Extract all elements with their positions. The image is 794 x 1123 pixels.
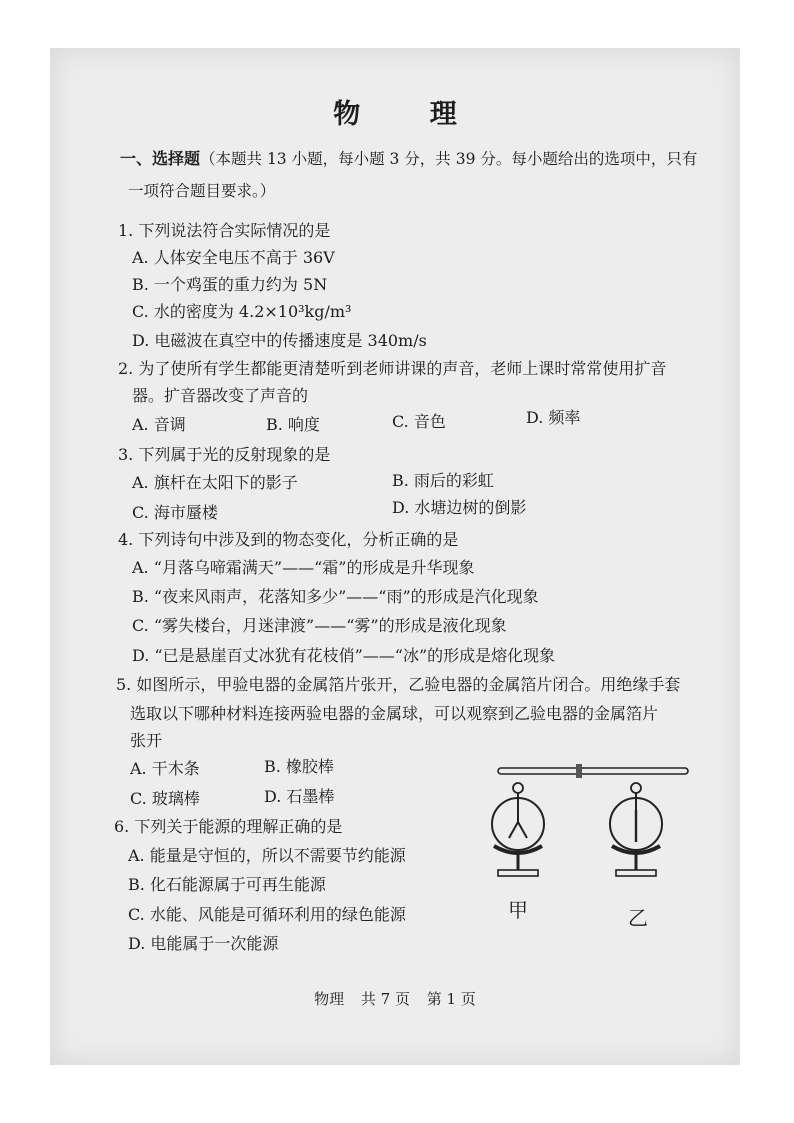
- option: A. 干木条: [130, 759, 200, 778]
- option: B. 一个鸡蛋的重力约为 5N: [132, 275, 328, 294]
- option: D. 水塘边树的倒影: [392, 498, 527, 517]
- question-stem: 张开: [130, 731, 163, 750]
- electroscope-yi: [610, 783, 662, 876]
- page-footer: [50, 988, 740, 1009]
- option: D. 电磁波在真空中的传播速度是 340m/s: [132, 331, 427, 350]
- label-jia: 甲: [508, 898, 528, 922]
- question-stem: 6. 下列关于能源的理解正确的是: [114, 817, 343, 836]
- option: D. 石墨棒: [264, 787, 335, 806]
- label-yi: 乙: [628, 906, 648, 930]
- question-stem: 器。扩音器改变了声音的: [132, 386, 309, 405]
- option: A. 能量是守恒的，所以不需要节约能源: [128, 846, 406, 865]
- section-instruction-1: （本题共 13 小题，每小题 3 分，共 39 分。每小题给出的选项中，只有: [200, 150, 698, 168]
- footer-subject: 物理: [314, 990, 345, 1008]
- question-stem: 5. 如图所示，甲验电器的金属箔片张开，乙验电器的金属箔片闭合。用绝缘手套: [116, 675, 681, 694]
- question-stem: 3. 下列属于光的反射现象的是: [118, 445, 331, 464]
- electroscope-diagram: [488, 760, 698, 890]
- option: A. “月落乌啼霜满天”——“霜”的形成是升华现象: [132, 558, 475, 577]
- option: A. 人体安全电压不高于 36V: [132, 248, 335, 267]
- question-stem: 2. 为了使所有学生都能更清楚听到老师讲课的声音，老师上课时常常使用扩音: [118, 359, 667, 378]
- question-stem: 4. 下列诗句中涉及到的物态变化，分析正确的是: [118, 530, 459, 549]
- option: D. “已是悬崖百丈冰犹有花枝俏”——“冰”的形成是熔化现象: [132, 646, 556, 665]
- page-title: 物 理: [333, 99, 487, 130]
- option: A. 音调: [132, 415, 186, 434]
- option: C. 水的密度为 4.2×10³kg/m³: [132, 302, 352, 321]
- exam-sheet: [50, 48, 740, 1065]
- option: D. 电能属于一次能源: [128, 934, 279, 953]
- electroscope-figure: [488, 760, 698, 930]
- section-instruction-2: 一项符合题目要求。）: [128, 182, 276, 200]
- option: D. 频率: [526, 408, 581, 427]
- electroscope-jia: [492, 783, 544, 876]
- question-stem: 1. 下列说法符合实际情况的是: [118, 221, 331, 240]
- footer-page-number: 第 1 页: [426, 990, 476, 1008]
- section-heading: 一、选择题: [120, 149, 201, 168]
- section-heading-line: [120, 148, 697, 170]
- option: C. 海市蜃楼: [132, 503, 218, 522]
- option: B. 化石能源属于可再生能源: [128, 875, 326, 894]
- option: A. 旗杆在太阳下的影子: [132, 473, 298, 492]
- option: B. 雨后的彩虹: [392, 471, 494, 490]
- option: B. “夜来风雨声，花落知多少”——“雨”的形成是汽化现象: [132, 587, 539, 606]
- option: C. 玻璃棒: [130, 789, 200, 808]
- question-stem: 选取以下哪种材料连接两验电器的金属球，可以观察到乙验电器的金属箔片: [130, 704, 659, 723]
- option: C. 音色: [392, 412, 446, 431]
- option: C. “雾失楼台，月迷津渡”——“雾”的形成是液化现象: [132, 616, 507, 635]
- option: C. 水能、风能是可循环利用的绿色能源: [128, 905, 406, 924]
- footer-total-pages: 共 7 页: [360, 990, 410, 1008]
- option: B. 响度: [266, 415, 320, 434]
- option: B. 橡胶棒: [264, 757, 334, 776]
